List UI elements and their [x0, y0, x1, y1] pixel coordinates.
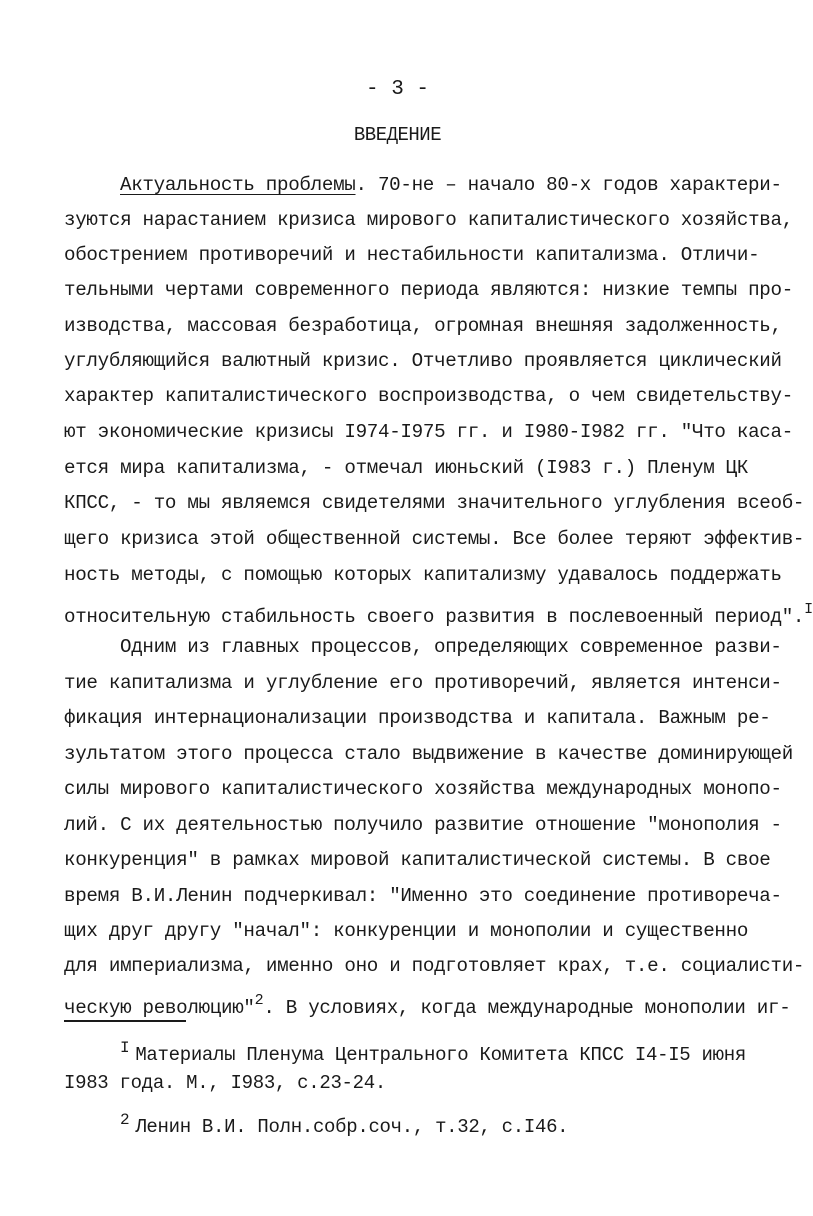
footnote-mark: I	[120, 1039, 130, 1057]
footnote-text: Материалы Пленума Центрального Комитета КПСС I4-I5 июня	[135, 1044, 746, 1066]
footnote-2	[120, 1107, 568, 1140]
paragraph-line	[64, 597, 813, 630]
page-number: - 3 -	[365, 78, 429, 101]
paragraph-line: тельными чертами современного периода являются: низкие темпы про-	[64, 279, 793, 301]
paragraph-line: силы мирового капиталистического хозяйства международных монопо-	[64, 778, 782, 800]
topic-label: Актуальность проблемы	[120, 174, 356, 196]
paragraph-line: обострением противоречий и нестабильности капитализма. Отличи-	[64, 244, 760, 266]
paragraph-line: щих друг другу "начал": конкуренции и монополии и существенно	[64, 920, 749, 942]
paragraph-line: тие капитализма и углубление его противоречий, является интенси-	[64, 672, 782, 694]
paragraph-line: характер капиталистического воспроизводства, о чем свидетельству-	[64, 385, 793, 407]
paragraph-line: Одним из главных процессов, определяющих современное разви-	[120, 636, 782, 658]
paragraph-text: . В условиях, когда международные монополии иг-	[263, 997, 791, 1019]
paragraph-line: ется мира капитализма, - отмечал июньский (I983 г.) Пленум ЦК	[64, 457, 749, 479]
footnote-mark: 2	[120, 1111, 130, 1129]
footnote-text: Ленин В.И. Полн.собр.соч., т.32, с.I46.	[135, 1116, 569, 1138]
paragraph-line: зультатом этого процесса стало выдвижение в качестве доминирующей	[64, 743, 793, 765]
paragraph-line: ют экономические кризисы I974-I975 гг. и I980-I982 гг. "Что каса-	[64, 421, 793, 443]
paragraph-line: конкуренция" в рамках мировой капиталистической системы. В свое	[64, 849, 771, 871]
footnote-1-cont: I983 года. М., I983, с.23-24.	[64, 1072, 386, 1094]
paragraph-line: КПСС, - то мы являемся свидетелями значительного углубления всеоб-	[64, 492, 805, 514]
paragraph-line: для империализма, именно оно и подготовляет крах, т.е. социалисти-	[64, 955, 805, 977]
paragraph-line: фикация интернационализации производства и капитала. Важным ре-	[64, 707, 771, 729]
paragraph-line	[64, 988, 791, 1021]
paragraph-line: зуются нарастанием кризиса мирового капиталистического хозяйства,	[64, 209, 793, 231]
paragraph-line: время В.И.Ленин подчеркивал: "Именно это соединение противореча-	[64, 885, 782, 907]
paragraph-line: лий. С их деятельностью получило развитие отношение "монополия -	[64, 814, 782, 836]
footnote-ref: 2	[254, 992, 264, 1009]
paragraph-text: ческую революцию"	[64, 997, 255, 1019]
paragraph-line: ность методы, с помощью которых капитализму удавалось поддержать	[64, 564, 782, 586]
footnote-ref: I	[804, 601, 813, 618]
footnote-separator	[64, 1020, 186, 1022]
footnote-1	[120, 1035, 746, 1068]
paragraph-line: изводства, массовая безработица, огромная внешняя задолженность,	[64, 315, 782, 337]
paragraph-text: . 70-не – начало 80-х годов характери-	[355, 174, 782, 196]
paragraph-line: щего кризиса этой общественной системы. Все более теряют эффектив-	[64, 528, 805, 550]
paragraph-line	[120, 172, 782, 198]
paragraph-text: относительную стабильность своего развития в послевоенный период".	[64, 606, 805, 628]
paragraph-line: углубляющийся валютный кризис. Отчетливо проявляется циклический	[64, 350, 782, 372]
section-heading: ВВЕДЕНИЕ	[353, 124, 442, 146]
